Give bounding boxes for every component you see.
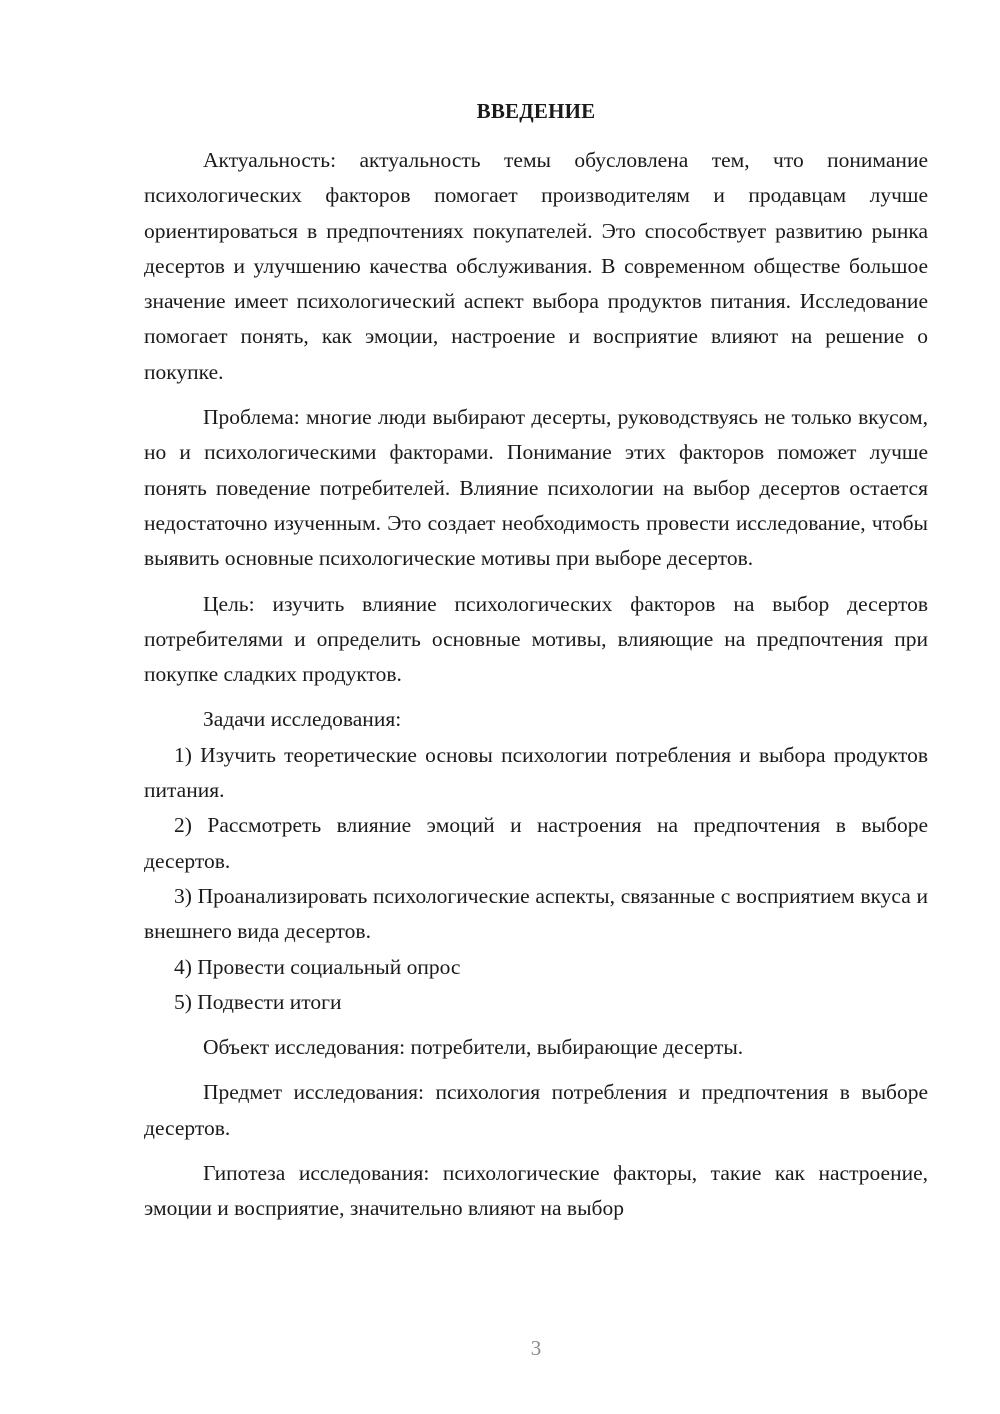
task-item: 5) Подвести итоги	[174, 989, 342, 1014]
subject-paragraph: Предмет исследования: психология потребления и предпочтения в выборе десертов.	[144, 1080, 928, 1140]
task-item: 1) Изучить теоретические основы психологии потребления и выбора продуктов питания.	[144, 742, 928, 803]
task-item: 4) Провести социальный опрос	[174, 954, 461, 979]
relevance-paragraph: Актуальность: актуальность темы обусловлена тем, что понимание психологических факторов помогает производителям и продавцам лучше ориентироваться в предпочтениях покупателей. Это способствует развитию рынка десертов и улучшению качества обслуживания. В современном обществе большое значение имеет психологический аспект выбора продуктов питания. Исследование помогает понять, как эмоции, настроение и восприятие влияют на решение о покупке.	[144, 148, 928, 384]
task-item: 2) Рассмотреть влияние эмоций и настроения на предпочтения в выборе десертов.	[144, 813, 928, 873]
page-number: 3	[530, 1336, 542, 1360]
hypothesis-paragraph: Гипотеза исследования: психологические факторы, такие как настроение, эмоции и восприятие, значительно влияют на выбор	[144, 1161, 928, 1221]
problem-paragraph: Проблема: многие люди выбирают десерты, руководствуясь не только вкусом, но и психологическими факторами. Понимание этих факторов поможет лучше понять поведение потребителей. Влияние психологии на выбор десертов остается недостаточно изученным. Это создает необходимость провести исследование, чтобы выявить основные психологические мотивы при выборе десертов.	[144, 405, 928, 571]
document-body	[144, 143, 928, 1227]
tasks-heading: Задачи исследования:	[203, 707, 402, 732]
goal-paragraph: Цель: изучить влияние психологических факторов на выбор десертов потребителями и определить основные мотивы, влияющие на предпочтения при покупке сладких продуктов.	[144, 591, 928, 687]
page-title: ВВЕДЕНИЕ	[476, 99, 596, 123]
task-item: 3) Проанализировать психологические аспекты, связанные с восприятием вкуса и внешнего вида десертов.	[144, 883, 928, 944]
object-paragraph: Объект исследования: потребители, выбирающие десерты.	[203, 1035, 744, 1060]
